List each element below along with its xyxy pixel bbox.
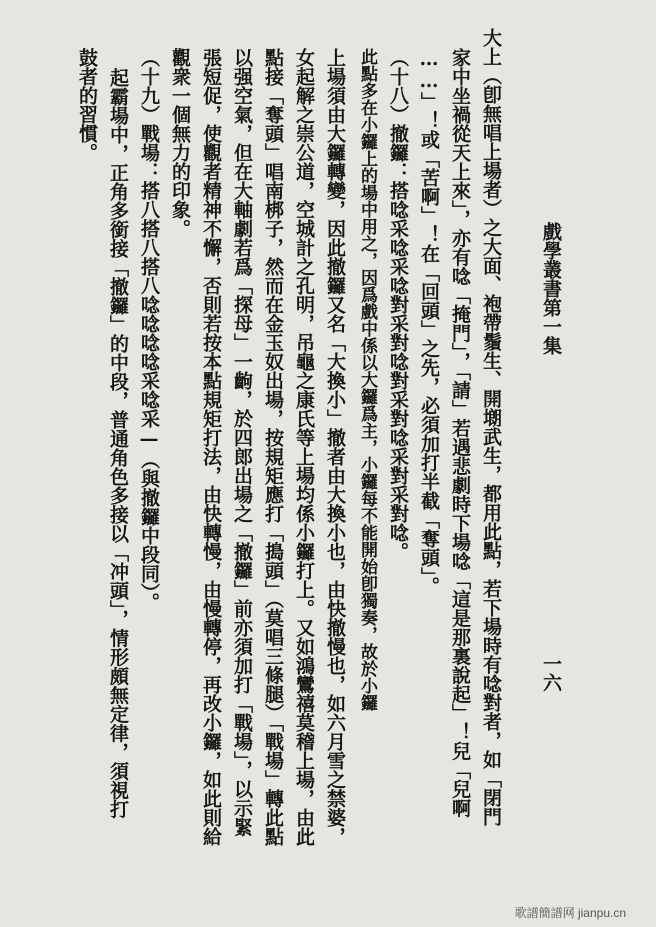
text-column-5: 此點多在小鑼上的場中用之，因爲戲中係以大鑼爲主，小鑼每不能開始卽獨奏，故於小鑼 (357, 48, 377, 711)
book-title: 戲學叢書第一集 (540, 222, 562, 355)
text-column-8: 點接「奪頭」唱南梆子，然而在金玉奴出場，按規矩應打「搗頭」（莫唱三條腿）「戰場」轉此點 (262, 48, 284, 846)
text-column-14: 鼓者的習慣。 (76, 48, 98, 162)
text-column-9: 以强空氣，但在大軸劇若爲「探母」一齣，於四郎出場之「撤鑼」前亦須加打「戰場」，以示緊 (231, 48, 253, 837)
text-column-12: （十九）戰場：搭八搭八搭八唸唸唸唸采唸采—（與撤鑼中段同）。 (138, 48, 160, 612)
watermark-text: 歌譜簡譜网 jianpu.cn (514, 906, 626, 920)
text-column-4: （十八）撤鑼：搭唸采唸采唸對采對唸對采對唸采對采對唸。 (387, 48, 409, 561)
text-column-6: 上場須由大鑼轉變，因此撤鑼又名「大換小」撤者由大換小也，由快撤慢也，如六月雪之禁婆， (324, 48, 346, 846)
text-column-13: 起霸場中，正角多銜接「撤鑼」的中段，普通角色多接以「冲頭」，情形頗無定律，須視打 (107, 68, 129, 819)
page-number: 一六 (540, 654, 562, 692)
text-column-10: 張短促，使觀者精神不懈，否則若按本點規矩打法，由快轉慢，由慢轉停，再改小鑼，如此則給 (200, 48, 222, 846)
text-column-2: 家中坐禍從天上來」，亦有唸「掩門」，「請」若遇悲劇時下場唸「這是那裏說起」！兒「兒啊 (449, 48, 471, 818)
text-column-11: 觀衆一個無力的印象。 (169, 48, 191, 238)
text-column-3: ……」！或「苦啊」！在「回頭」之先，必須加打半截「奪頭」。 (418, 48, 440, 596)
text-column-1: 大上（卽無唱上場者）之大面、袍帶鬚生、開㙟武生，都用此點，若下場時有唸對者，如「閉門 (480, 28, 502, 826)
text-column-7: 女起解之崇公道，空城計之孔明，吊龜之康氏等上場均係小鑼打上。又如鴻鸞禧莫稽上場，由此 (293, 48, 315, 846)
